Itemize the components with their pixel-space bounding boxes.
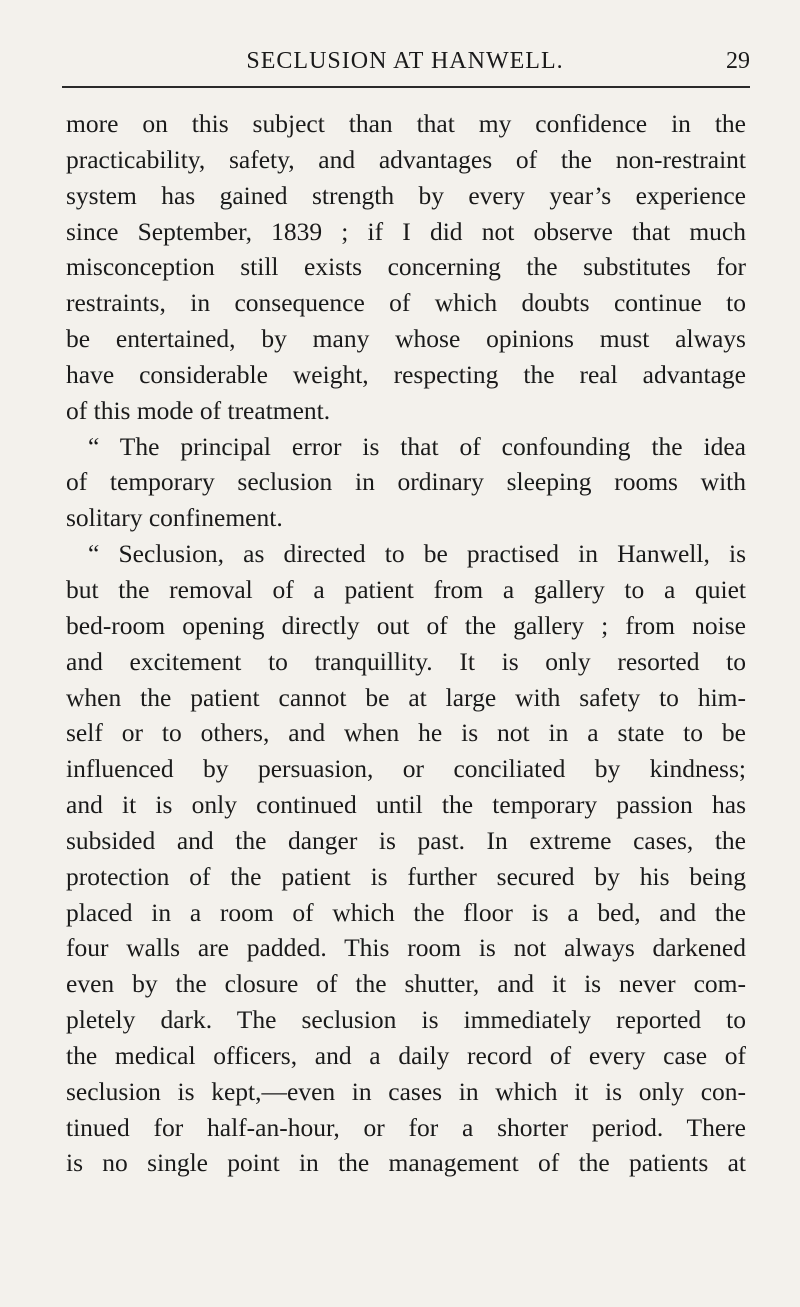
running-title: SECLUSION AT HANWELL. (246, 48, 564, 74)
running-head (60, 46, 750, 76)
text-line: and it is only continued until the temporary passion has (66, 790, 746, 820)
body-text (66, 106, 746, 1181)
text-line: practicability, safety, and advantages of the non-restraint (66, 144, 746, 174)
text-line: protection of the patient is further secured by his being (66, 861, 746, 891)
text-line: influenced by persuasion, or conciliated by kindness; (66, 754, 746, 784)
text-line: even by the closure of the shutter, and it is never com- (66, 969, 746, 999)
text-line: of this mode of treatment. (66, 395, 331, 425)
header-rule (62, 86, 750, 88)
text-line: seclusion is kept,—even in cases in which it is only con- (66, 1076, 746, 1106)
text-line: system has gained strength by every year’s experience (66, 180, 746, 210)
text-line: and excitement to tranquillity. It is only resorted to (66, 646, 746, 676)
text-line: since September, 1839 ; if I did not observe that much (66, 216, 746, 246)
text-line: the medical officers, and a daily record of every case of (66, 1040, 746, 1070)
text-line: solitary confinement. (66, 503, 283, 533)
text-line: have considerable weight, respecting the real advantage (66, 359, 746, 389)
text-line: “ The principal error is that of confounding the idea (88, 431, 746, 461)
text-line: subsided and the danger is past. In extreme cases, the (66, 825, 746, 855)
text-line: be entertained, by many whose opinions must always (66, 324, 746, 354)
text-line: four walls are padded. This room is not always darkened (66, 933, 746, 963)
text-line: tinued for half-an-hour, or for a shorter period. There (66, 1112, 746, 1142)
text-line: when the patient cannot be at large with safety to him- (66, 682, 746, 712)
text-line: misconception still exists concerning the substitutes for (66, 252, 746, 282)
text-line: bed-room opening directly out of the gallery ; from noise (66, 610, 746, 640)
text-line: placed in a room of which the floor is a bed, and the (66, 897, 746, 927)
text-line: of temporary seclusion in ordinary sleeping rooms with (66, 467, 746, 497)
text-line: self or to others, and when he is not in a state to be (66, 718, 746, 748)
text-line: pletely dark. The seclusion is immediately reported to (66, 1005, 746, 1035)
text-line: but the removal of a patient from a gallery to a quiet (66, 574, 746, 604)
page-number: 29 (726, 48, 750, 74)
text-line: restraints, in consequence of which doubts continue to (66, 288, 746, 318)
text-line: is no single point in the management of the patients at (66, 1148, 746, 1178)
text-line: more on this subject than that my confidence in the (66, 109, 746, 138)
text-line: “ Seclusion, as directed to be practised in Hanwell, is (88, 539, 746, 569)
